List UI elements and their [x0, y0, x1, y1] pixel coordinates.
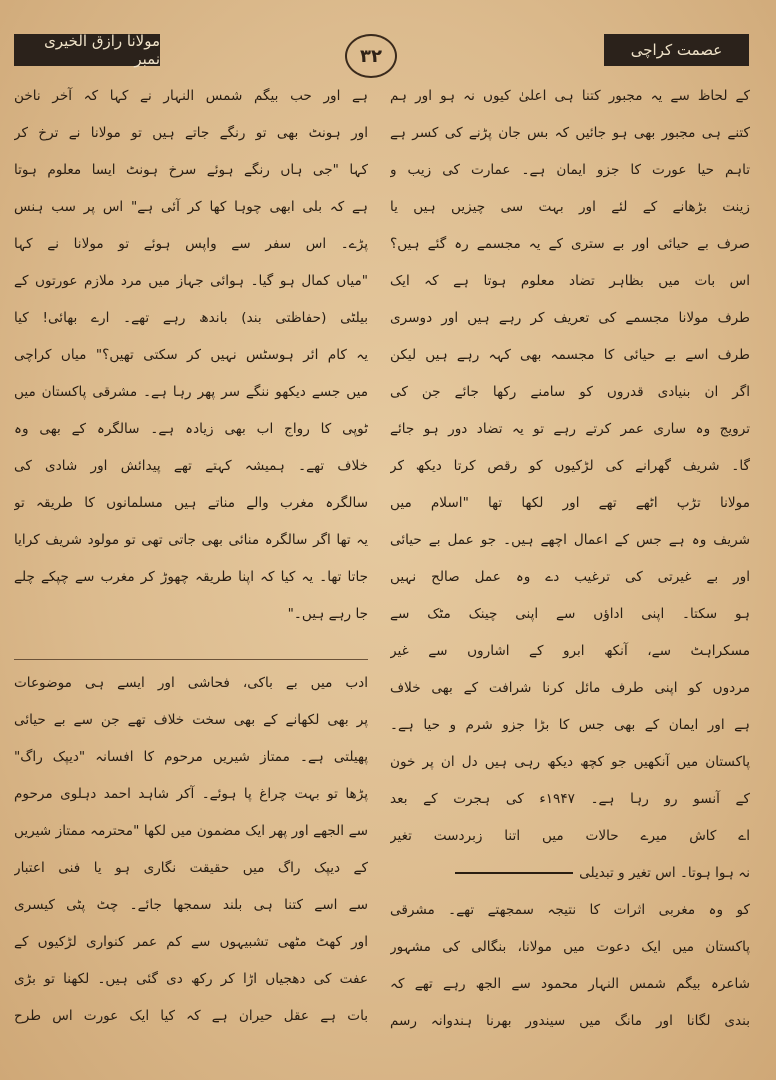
text-line-part: نہ ہوا ہوتا۔ اس تغیر و تبدیلی	[579, 865, 750, 881]
text-line: کے لحاظ سے یہ مجبور کتنا ہی اعلیٰ کیوں نہ ہو اور ہم	[390, 88, 750, 104]
text-line: پر بھی لکھانے کے بھی سخت خلاف تھے جن سے بے حیائی	[14, 712, 368, 728]
text-line: ادب میں بے باکی، فحاشی اور ایسے ہی موضوعات	[14, 675, 368, 691]
text-line: بیلٹی (حفاظتی بند) باندھ رہے تھے۔ ارے بھائی! کیا	[14, 310, 368, 326]
text-line: تاہم حیا عورت کا جزو ایمان ہے۔ عمارت کی زیب و	[390, 162, 750, 178]
text-line: پاکستان میں آنکھیں جو کچھ دیکھ رہی ہیں دل ان پر خون	[390, 754, 750, 770]
text-line: یہ تھا اگر سالگرہ منائی بھی جاتی تھی تو مولود شریف کرایا	[14, 532, 368, 548]
text-line: پڑھا تو بہت چراغ پا ہوئے۔ آکر شاہد احمد دہلوی مرحوم	[14, 786, 368, 802]
text-line: خلاف تھے۔ ہمیشہ کہتے تھے پیدائش اور شادی کی	[14, 458, 368, 474]
text-line: "میاں کمال ہو گیا۔ ہوائی جہاز میں مرد ملازم عورتوں کے	[14, 273, 368, 289]
text-line: طرف مولانا مجسمے کی تعریف کر رہے ہیں اور دوسری	[390, 310, 750, 326]
text-line: مسکراہٹ سے، آنکھ ابرو کے اشاروں سے غیر	[390, 643, 750, 659]
text-line: بندی لگانا اور مانگ میں سیندور بھرنا ہندوانہ رسم	[390, 1013, 750, 1029]
text-line: اور کھٹ مٹھی تشبیہوں سے کم عمر کنواری لڑکیوں کے	[14, 934, 368, 950]
text-line: اس بات میں بظاہر تضاد معلوم ہوتا ہے کہ ایک	[390, 273, 750, 289]
text-line: گا۔ شریف گھرانے کی لڑکیوں کو رقص کرتا دیکھ کر	[390, 458, 750, 474]
text-line: کہا "جی ہاں رنگے ہوئے سرخ ہونٹ ایسا معلوم ہوتا	[14, 162, 368, 178]
text-line: کے دیپک راگ میں حقیقت نگاری ہو یا فنی اعتبار	[14, 860, 368, 876]
text-line: کے آنسو رو رہا ہے۔ ۱۹۴۷ء کی ہجرت کے بعد	[390, 791, 750, 807]
text-line: زینت بڑھانے کے لئے اور بہت سی چیزیں ہیں یا	[390, 199, 750, 215]
text-line: ہے اور ایمان کے بھی جس کا بڑا جزو شرم و حیا ہے۔	[390, 717, 750, 733]
text-line: اور بے غیرتی کی ترغیب دے وہ عمل صالح نہیں	[390, 569, 750, 585]
text-line: جا رہے ہیں۔"	[287, 606, 368, 622]
text-line: سے الجھے اور پھر ایک مضمون میں لکھا "محترمہ ممتاز شیریں	[14, 823, 368, 839]
page-number: ۳۲	[345, 34, 397, 78]
left-column-lower	[14, 665, 368, 1035]
text-line: پھیلتی ہے۔ ممتاز شیریں مرحوم کا افسانہ "دیپک راگ"	[14, 749, 368, 765]
text-line: ہے اور حب بیگم شمس النہار نے کہا کہ آخر ناخن	[14, 88, 368, 104]
text-line: کتنے ہی مجبور بھی ہو جائیں کہ بس جان پڑنے کی کسر ہے	[390, 125, 750, 141]
text-line: مردوں کو اپنی طرف مائل کرنا شرافت کے بھی خلاف	[390, 680, 750, 696]
text-line: میں جسے دیکھو ننگے سر پھر رہا ہے۔ مشرقی پاکستان میں	[14, 384, 368, 400]
text-line: جاتا تھا۔ یہ کیا کہ اپنا طریقہ چھوڑ کر مغرب سے چپکے چلے	[14, 569, 368, 585]
text-line: شاعرہ بیگم شمس النہار محمود سے الجھ رہے تھے کہ	[390, 976, 750, 992]
header-left-title: مولانا رازق الخیری نمبر	[14, 34, 160, 66]
horizontal-rule	[455, 872, 573, 874]
text-line: یہ کام ائر ہوسٹس نہیں کر سکتی تھیں؟" میاں کراچی	[14, 347, 368, 363]
text-line: ہو سکتا۔ اپنی اداؤں سے اپنی چینک مٹک سے	[390, 606, 750, 622]
header-right-title: عصمت کراچی	[604, 34, 749, 66]
left-column	[14, 78, 368, 633]
text-line: پاکستان میں ایک دعوت میں مولانا، بنگالی کی مشہور	[390, 939, 750, 955]
text-line: صرف بے حیائی اور بے ستری کے یہ مجسمے رہ گئے ہیں؟	[390, 236, 750, 252]
text-line: کو وہ مغربی اثرات کا نتیجہ سمجھتے تھے۔ مشرقی	[390, 902, 750, 918]
text-line: طرف اسے بے حیائی کا مجسمہ بھی کہہ رہے ہیں لیکن	[390, 347, 750, 363]
text-line: اگر ان بنیادی قدروں کو سامنے رکھا جائے جن کی	[390, 384, 750, 400]
text-line: ٹوپی کا رواج اب بھی زیادہ ہے۔ سالگرہ کے بھی وہ	[14, 421, 368, 437]
section-divider	[14, 659, 368, 660]
text-line-with-rule	[390, 855, 750, 892]
text-line: اور ہونٹ بھی تو رنگے جاتے ہیں تو مولانا نے ترخ کر	[14, 125, 368, 141]
text-line: مولانا تڑپ اٹھے تھے اور لکھا تھا "اسلام میں	[390, 495, 750, 511]
text-line: ہے کہ بلی ابھی چوہا کھا کر آئی ہے" اس پر سب ہنس	[14, 199, 368, 215]
text-line: عفت کی دھجیاں اڑا کر رکھ دی گئی ہیں۔ لکھنا تو بڑی	[14, 971, 368, 987]
text-line: شریف وہ ہے جس کے اعمال اچھے ہیں۔ جو عمل بے حیائی	[390, 532, 750, 548]
text-line: پڑے۔ اس سفر سے واپس ہوئے تو مولانا نے کہا	[14, 236, 368, 252]
text-line: سے اسے کتنا ہی بلند سمجھا جائے۔ چٹ پٹی کیسری	[14, 897, 368, 913]
right-column	[390, 78, 750, 1040]
text-line: بات ہے عقل حیران ہے کہ کیا ایک عورت اس طرح	[14, 1008, 368, 1024]
text-line: سالگرہ مغرب والے مناتے ہیں مسلمانوں کا طریقہ تو	[14, 495, 368, 511]
text-line: اے کاش میرے حالات میں اتنا زبردست تغیر	[390, 828, 750, 844]
text-line: ترویج وہ ساری عمر کرتے رہے تو یہ تضاد دور ہو جائے	[390, 421, 750, 437]
